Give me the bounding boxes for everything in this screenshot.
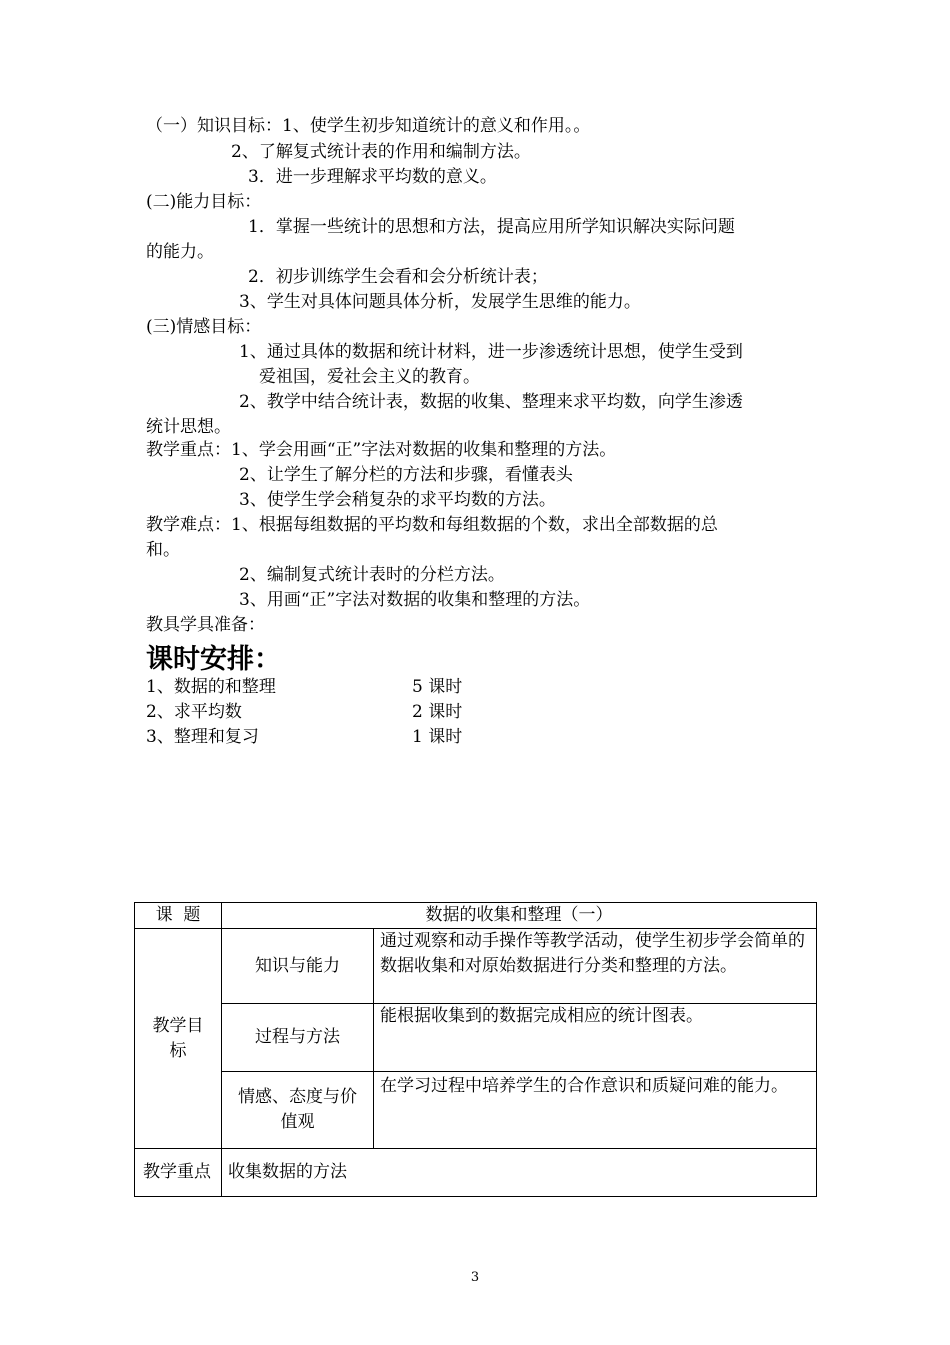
schedule-item-hours: 2 课时	[412, 702, 463, 722]
ability-objective-line2: 2．初步训练学生会看和会分析统计表；	[248, 267, 548, 287]
goal-label-emotion: 情感、态度与价值观	[222, 1072, 374, 1149]
emotion-objective-line2b: 统计思想。	[146, 417, 231, 437]
table-row	[135, 1072, 817, 1149]
schedule-item-name: 1、数据的和整理	[146, 677, 276, 697]
difficulties-line2: 2、编制复式统计表时的分栏方法。	[239, 565, 505, 585]
emotion-objective-line1a: 1、通过具体的数据和统计材料，进一步渗透统计思想，使学生受到	[239, 342, 743, 362]
knowledge-objective-line2: 2、了解复式统计表的作用和编制方法。	[231, 142, 531, 162]
goal-label-process: 过程与方法	[222, 1004, 374, 1072]
table-row	[135, 929, 817, 1004]
goal-text-knowledge: 通过观察和动手操作等教学活动，使学生初步学会简单的数据收集和对原始数据进行分类和整理的方法。	[374, 929, 817, 1004]
table-row	[135, 1149, 817, 1197]
knowledge-objective-line3: 3．进一步理解求平均数的意义。	[248, 167, 497, 187]
emotion-objective-title: (三)情感目标：	[146, 317, 262, 337]
ability-objective-line1b: 的能力。	[146, 242, 214, 262]
difficulties-line3: 3、用画“正”字法对数据的收集和整理的方法。	[239, 590, 591, 610]
ability-objective-line3: 3、学生对具体问题具体分析，发展学生思维的能力。	[239, 292, 641, 312]
goal-label-knowledge: 知识与能力	[222, 929, 374, 1004]
difficulties-line1b: 和。	[146, 540, 180, 560]
topic-value: 数据的收集和整理（一）	[222, 903, 817, 929]
difficulties-line1a: 教学难点：1、根据每组数据的平均数和每组数据的个数，求出全部数据的总	[146, 515, 718, 535]
emotion-objective-line2a: 2、教学中结合统计表，数据的收集、整理来求平均数，向学生渗透	[239, 392, 743, 412]
key-value: 收集数据的方法	[222, 1149, 817, 1197]
schedule-item-hours: 5 课时	[412, 677, 463, 697]
table-row	[135, 1004, 817, 1072]
page-number: 3	[470, 1270, 480, 1285]
schedule-item-hours: 1 课时	[412, 727, 463, 747]
key-label: 教学重点	[135, 1149, 222, 1197]
schedule-item-name: 3、整理和复习	[146, 727, 259, 747]
goal-text-emotion: 在学习过程中培养学生的合作意识和质疑问难的能力。	[374, 1072, 817, 1149]
ability-objective-title: (二)能力目标：	[146, 192, 262, 212]
table-row	[135, 903, 817, 929]
ability-objective-line1a: 1．掌握一些统计的思想和方法，提高应用所学知识解决实际问题	[248, 217, 735, 237]
topic-label: 课 题	[135, 903, 222, 929]
goal-text-process: 能根据收集到的数据完成相应的统计图表。	[374, 1004, 817, 1072]
goals-label: 教学目标	[135, 929, 222, 1149]
key-points-line1: 教学重点：1、学会用画“正”字法对数据的收集和整理的方法。	[146, 440, 617, 460]
schedule-heading: 课时安排：	[146, 644, 281, 675]
key-points-line3: 3、使学生学会稍复杂的求平均数的方法。	[239, 490, 556, 510]
schedule-item-name: 2、求平均数	[146, 702, 242, 722]
materials-label: 教具学具准备：	[146, 615, 265, 635]
emotion-objective-line1b: 爱祖国，爱社会主义的教育。	[259, 367, 480, 387]
knowledge-objective-line1: （一）知识目标：1、使学生初步知道统计的意义和作用。。	[146, 116, 591, 136]
lesson-plan-table	[134, 902, 817, 1197]
key-points-line2: 2、让学生了解分栏的方法和步骤，看懂表头	[239, 465, 573, 485]
